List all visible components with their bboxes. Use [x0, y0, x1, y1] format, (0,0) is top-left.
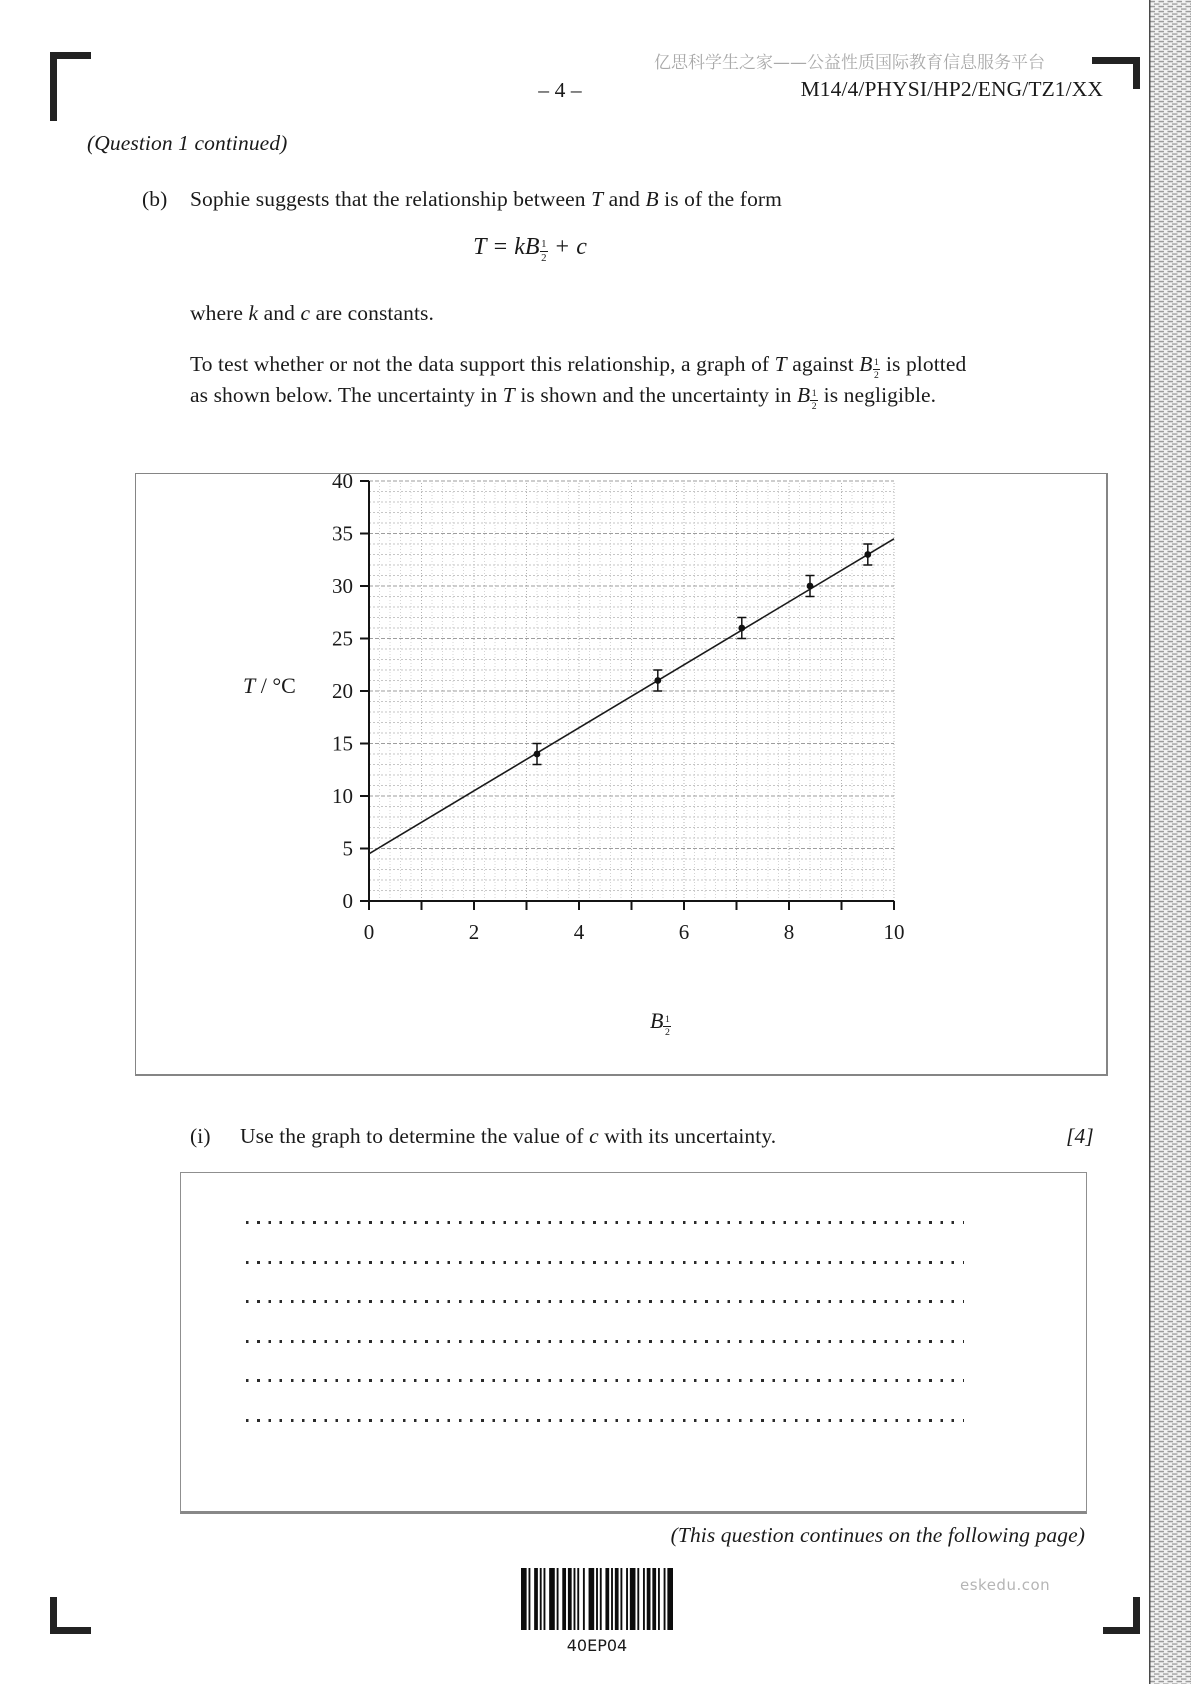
svg-text:6: 6	[678, 920, 690, 944]
question-i-label: (i)	[190, 1124, 211, 1148]
half-exponent: $\frac{1}{2}$	[874, 357, 879, 381]
answer-dotted-line	[246, 1300, 964, 1303]
half-exponent: $\frac{1}{2}$	[664, 1013, 670, 1038]
test-paragraph-line2: as shown below. The uncertainty in T is shown and the uncertainty in B $\frac{1}{2}$ is negligible.	[190, 383, 937, 412]
svg-text:40: 40	[332, 474, 353, 493]
part-b-label: (b)	[142, 187, 168, 211]
barcode-svg	[521, 1568, 673, 1630]
answer-dotted-line	[246, 1221, 964, 1224]
answer-dotted-line	[246, 1379, 964, 1382]
answer-dotted-line	[246, 1419, 964, 1422]
question-continued-note: (Question 1 continued)	[87, 131, 288, 155]
graph-svg	[136, 474, 1103, 1070]
half-exponent: $\frac{1}{2}$	[541, 238, 547, 265]
svg-text:0: 0	[342, 889, 353, 913]
var-k: k	[248, 301, 259, 325]
var-T: T	[591, 187, 604, 211]
paper-code: M14/4/PHYSI/HP2/ENG/TZ1/XX	[800, 77, 1103, 101]
var-c: c	[300, 301, 311, 325]
where-line: where k and c are constants.	[190, 301, 434, 325]
half-exponent: $\frac{1}{2}$	[811, 388, 817, 412]
svg-text:0: 0	[363, 920, 375, 944]
barcode-label: 40EP04	[566, 1636, 628, 1655]
page-number: – 4 –	[538, 78, 582, 102]
svg-text:25: 25	[332, 626, 353, 651]
answer-dotted-line	[246, 1340, 964, 1343]
crop-mark-top-left	[50, 52, 91, 121]
svg-text:4: 4	[573, 920, 585, 944]
svg-text:20: 20	[332, 679, 353, 703]
y-axis-label: T / °C	[243, 673, 296, 698]
x-axis-label: B $\frac{1}{2}$	[650, 1008, 670, 1038]
continuation-note: (This question continues on the following page)	[670, 1523, 1085, 1547]
answer-box	[180, 1172, 1087, 1514]
svg-text:10: 10	[883, 920, 905, 944]
var-B: B	[645, 187, 659, 211]
svg-text:35: 35	[332, 521, 353, 546]
graph-box	[135, 473, 1108, 1076]
svg-text:5: 5	[342, 836, 353, 861]
question-i-text: Use the graph to determine the value of c with its uncertainty.	[240, 1124, 777, 1148]
var-c: c	[589, 1124, 599, 1148]
watermark: eskedu.con	[960, 1576, 1051, 1594]
svg-text:30: 30	[332, 574, 353, 598]
texture-pattern-svg	[1149, 0, 1191, 1684]
svg-text:2: 2	[468, 920, 480, 944]
marks-badge: [4]	[1066, 1124, 1094, 1148]
barcode	[521, 1568, 673, 1630]
crop-mark-bottom-left	[50, 1597, 91, 1634]
formula: T = kB $\frac{1}{2}$ + c	[473, 234, 587, 265]
crop-mark-bottom-right	[1103, 1597, 1140, 1634]
answer-dotted-line	[246, 1261, 964, 1264]
svg-text:15: 15	[332, 731, 353, 756]
site-banner: 亿思科学生之家——公益性质国际教育信息服务平台	[654, 53, 1045, 73]
part-b-intro: Sophie suggests that the relationship between T and B is of the form	[190, 187, 782, 211]
svg-text:8: 8	[783, 920, 795, 944]
page-edge-texture	[1149, 0, 1191, 1684]
test-paragraph-line1: To test whether or not the data support this relationship, a graph of T against B $\frac{1}{2}$ is plotted	[190, 352, 967, 381]
svg-text:10: 10	[332, 784, 353, 808]
